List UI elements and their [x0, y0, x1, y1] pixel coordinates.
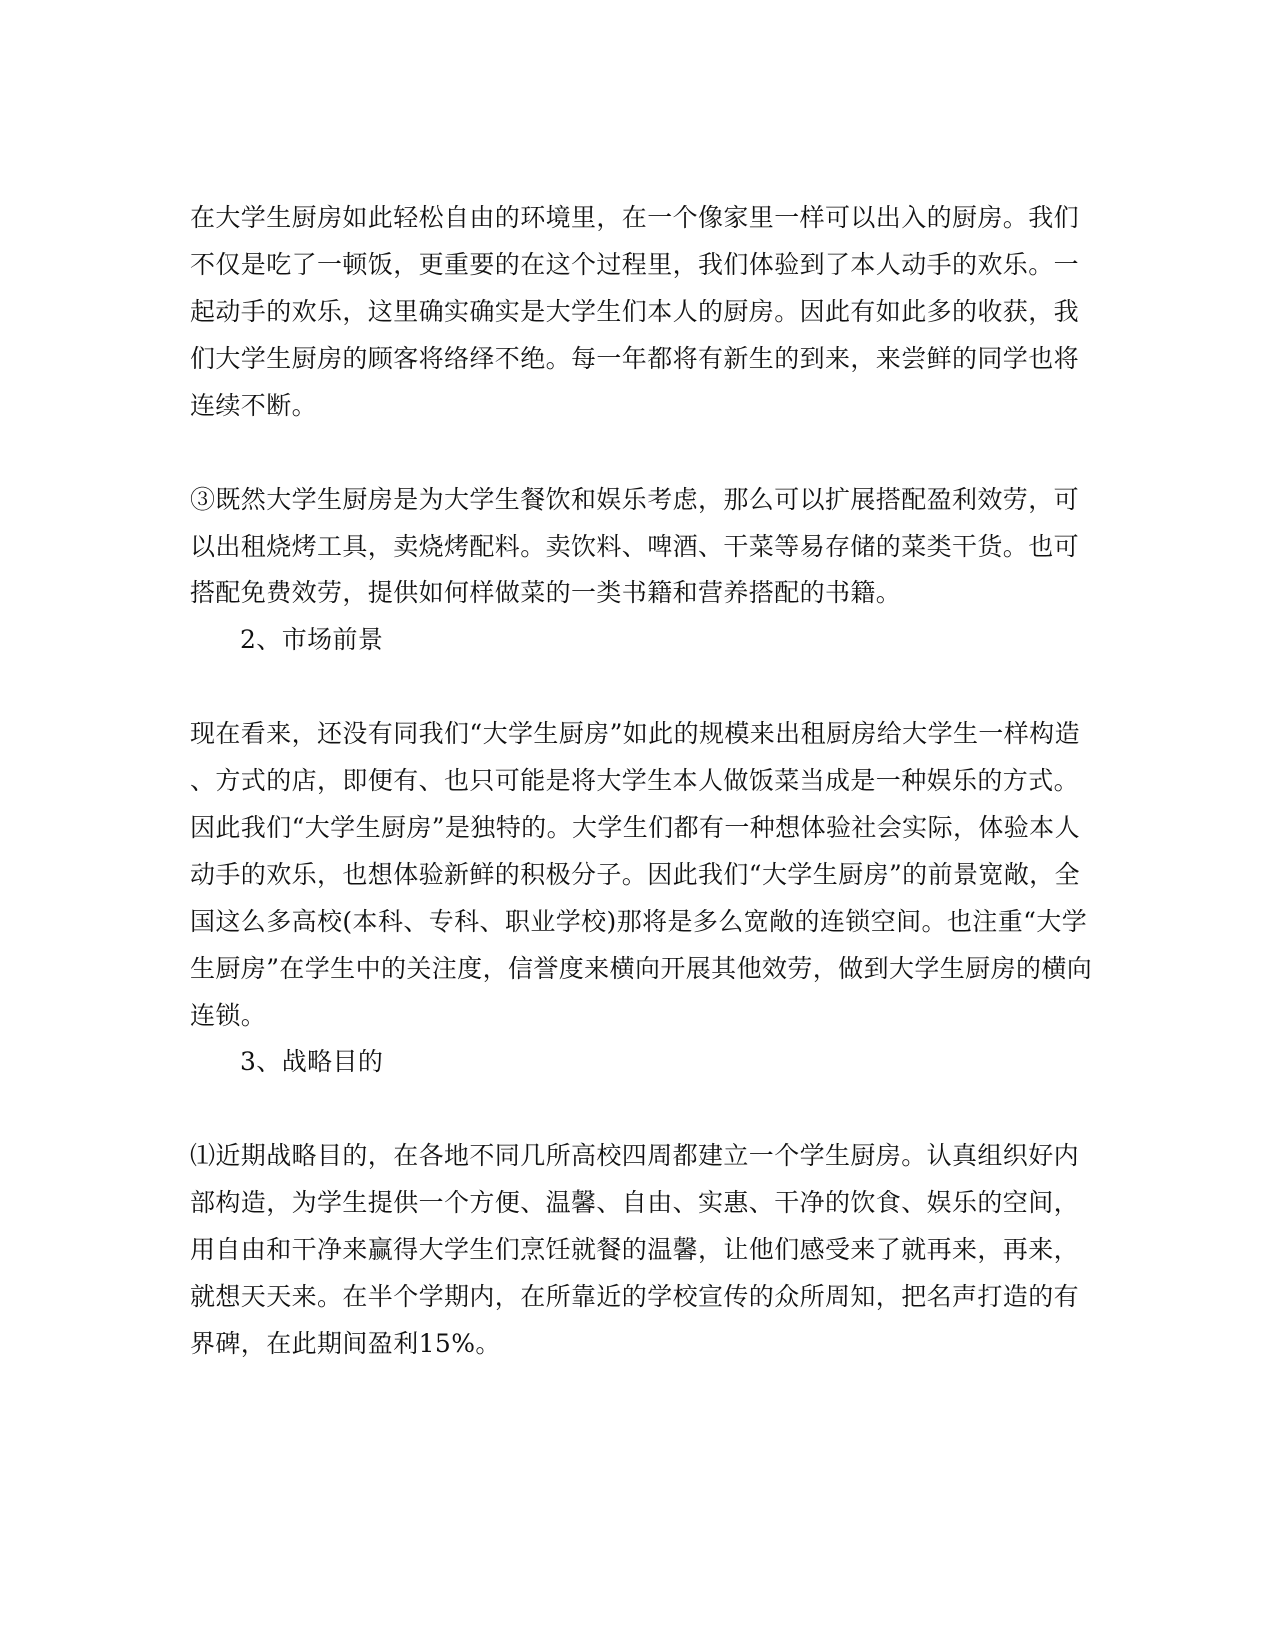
text-line: 们大学生厨房的顾客将络绎不绝。每一年都将有新生的到来，来尝鲜的同学也将 [190, 344, 1080, 373]
text-line: 动手的欢乐，也想体验新鲜的积极分子。因此我们“大学生厨房”的前景宽敞，全 [190, 860, 1080, 889]
text-line: ③既然大学生厨房是为大学生餐饮和娱乐考虑，那么可以扩展搭配盈利效劳，可 [190, 485, 1080, 514]
section-heading-market-outlook: 2、市场前景 [240, 625, 384, 654]
text-line: 因此我们“大学生厨房”是独特的。大学生们都有一种想体验社会实际，体验本人 [190, 813, 1080, 842]
text-line: 起动手的欢乐，这里确实确实是大学生们本人的厨房。因此有如此多的收获，我 [190, 297, 1080, 326]
text-line: 现在看来，还没有同我们“大学生厨房”如此的规模来出租厨房给大学生一样构造 [190, 719, 1080, 748]
text-line: 用自由和干净来赢得大学生们烹饪就餐的温馨，让他们感受来了就再来，再来， [190, 1235, 1080, 1264]
section-heading-strategic-goals: 3、战略目的 [240, 1047, 384, 1076]
text-line: 界碑，在此期间盈利15%。 [190, 1329, 501, 1358]
text-line: 搭配免费效劳，提供如何样做菜的一类书籍和营养搭配的书籍。 [190, 578, 902, 607]
text-line: 就想天天来。在半个学期内，在所靠近的学校宣传的众所周知，把名声打造的有 [190, 1282, 1080, 1311]
text-line: ⑴近期战略目的，在各地不同几所高校四周都建立一个学生厨房。认真组织好内 [190, 1141, 1080, 1170]
text-line: 连锁。 [190, 1001, 267, 1030]
text-line: 部构造，为学生提供一个方便、温馨、自由、实惠、干净的饮食、娱乐的空间， [190, 1188, 1080, 1217]
text-line: 生厨房”在学生中的关注度，信誉度来横向开展其他效劳，做到大学生厨房的横向 [190, 954, 1093, 983]
text-line: 国这么多高校(本科、专科、职业学校)那将是多么宽敞的连锁空间。也注重“大学 [190, 907, 1088, 936]
text-line: 连续不断。 [190, 391, 318, 420]
text-line: 在大学生厨房如此轻松自由的环境里，在一个像家里一样可以出入的厨房。我们 [190, 203, 1080, 232]
text-line: 、方式的店，即便有、也只可能是将大学生本人做饭菜当成是一种娱乐的方式。 [190, 766, 1080, 795]
text-line: 不仅是吃了一顿饭，更重要的在这个过程里，我们体验到了本人动手的欢乐。一 [190, 250, 1080, 279]
text-line: 以出租烧烤工具，卖烧烤配料。卖饮料、啤酒、干菜等易存储的菜类干货。也可 [190, 532, 1080, 561]
